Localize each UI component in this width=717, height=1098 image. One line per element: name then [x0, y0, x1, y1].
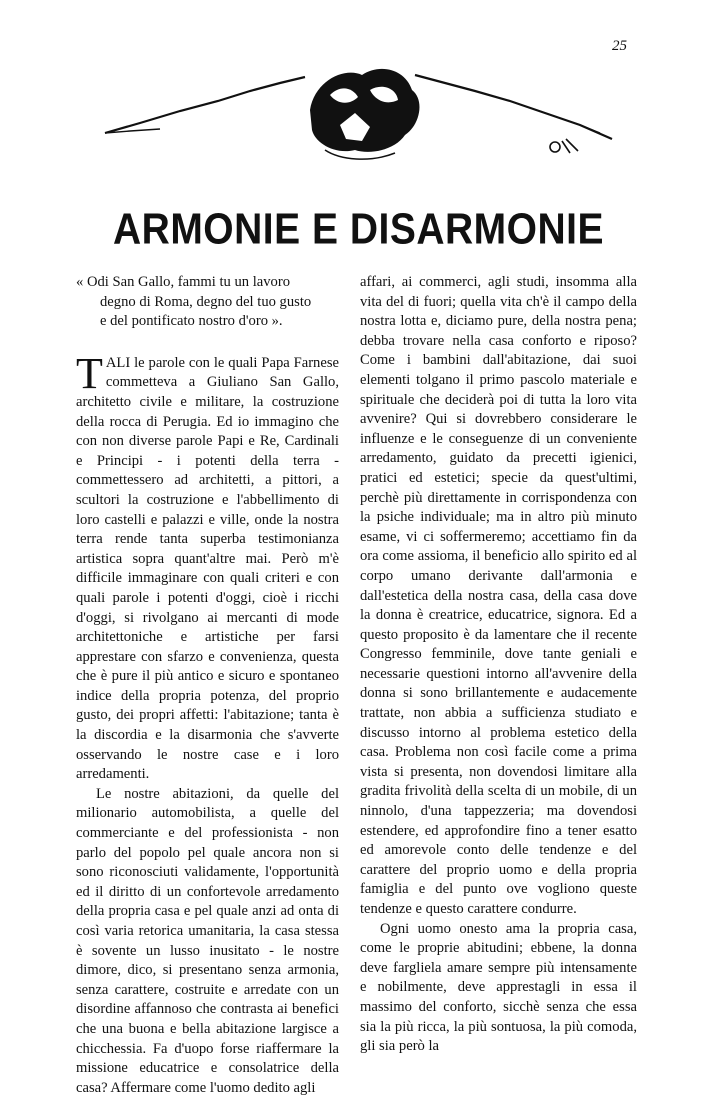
paragraph: Ogni uomo onesto ama la propria casa, come le proprie abitudini; ebbene, la donna deve fargliela amare sempre più intensamente e nobilmente, deve apprestagli in essa il massimo del conforto, sicchè senza che essa sia la più ricca, la più sontuosa, la più comoda, gli sia però la — [360, 920, 637, 1055]
page-number: 25 — [612, 38, 627, 54]
article-title: ARMONIE E DISARMONIE — [112, 205, 605, 254]
drop-cap: T — [76, 348, 103, 398]
header-ornament-illustration — [100, 55, 620, 185]
paragraph: affari, ai commerci, agli studi, insomma alla vita del di fuori; quella vita ch'è il campo della nostra lotta e, diciamo pure, della nostra pena; debba trovare nella casa conforto e riposo? Come i bambini dall'abitazione, dai suoi elementi tolgano il primo pascolo materiale e spirituale che deciderà poi di tutta la loro vita avvenire? Qui si dovrebbero considerare le influenze e le conseguenze di un conveniente arredamento, guidato da precetti igienici, pratici ed estetici; specie da quest'ultimi, perchè più direttamente in corrispondenza con la psiche individuale; ma in altro più minuto esame, vi ci soffermeremo; accettiamo fin da ora come assioma, il beneficio allo spirito ed al corpo umano derivante dall'armonia e dall'estetica della nostra casa, della casa dove la donna è creatrice, educatrice, signora. Ed a questo proposito è da lamentare che il recente Congresso femminile, dove tante geniali e necessarie questioni intorno all'avvenire della donna si sono brillantemente e audacemente trattate, non abbia a sufficienza studiato e discusso intorno al problema estetico della casa. Problema non così facile come a prima vista si presenta, non dovendosi limitare alla gradita frivolità della scelta di un mobile, di un ninnolo, d'una tappezzeria; ma dovendosi estendere, ed approfondire fino a tener esatto ed amorevole conto delle tendenze e del carattere del proprio uomo e della propria famiglia e del punto ove vogliono queste tendenze e questo carattere condurre. — [360, 274, 637, 917]
paragraph: Le nostre abitazioni, da quelle del milionario automobilista, a quelle del commerciante e del professionista - non parlo del popolo pel quale ancora non si sono riconosciuti validamente, l'opportunità ed il diritto di un confortevole arredamento della propria casa e pel quale anzi ad onta di così varia retorica umanitaria, la casa stessa è sovente un lusso inusitato - le nostre dimore, dico, si presentano senza armonia, senza carattere, costruite e arredate con un disordine affannoso che contrasta ai benefici che una buona e bella abitazione largisce a chicchessia. Fa d'uopo forse riaffermare la missione educatrice e consolatrice della casa? Affermare come l'uomo dedito agli — [76, 785, 339, 1096]
epigraph-line: « Odi San Gallo, fammi tu un lavoro — [76, 274, 291, 290]
paragraph-text: ALI le parole con le quali Papa Farnese commetteva a Giuliano San Gallo, architetto civile e militare, la costruzione della rocca di Perugia. Ed io immagino che con non diverse parole Papi e Re, Cardinali e Principi - i potenti della terra - commettessero ad architetti, a pittori, a scultori la costruzione e l'abbellimento di loro castelli e palazzi e ville, onde la nostra terra rende tanta superba testimonianza artistica sopra quant'altre mai. Però m'è difficile immaginare con quali criteri e con quali parole i potenti d'oggi, cioè i ricchi d'oggi, si rivolgano ai mercanti di mode architettoniche e artistiche per farsi apprestare con sfarzo e convenienza, questa che è pure il più antico e sicuro e spontaneo indice della propria potenza, del proprio gusto, dei propri affetti: l'abitazione; tanta è la discordia e la disarmonia che s'avverte osservando le nostre case e i loro arredamenti. — [76, 354, 339, 783]
left-column — [76, 273, 339, 1098]
epigraph-line: e del pontificato nostro d'oro ». — [100, 313, 283, 330]
epigraph — [76, 273, 339, 332]
paragraph — [76, 348, 339, 785]
right-column — [360, 273, 637, 1057]
epigraph-line: degno di Roma, degno del tuo gusto — [100, 293, 312, 310]
